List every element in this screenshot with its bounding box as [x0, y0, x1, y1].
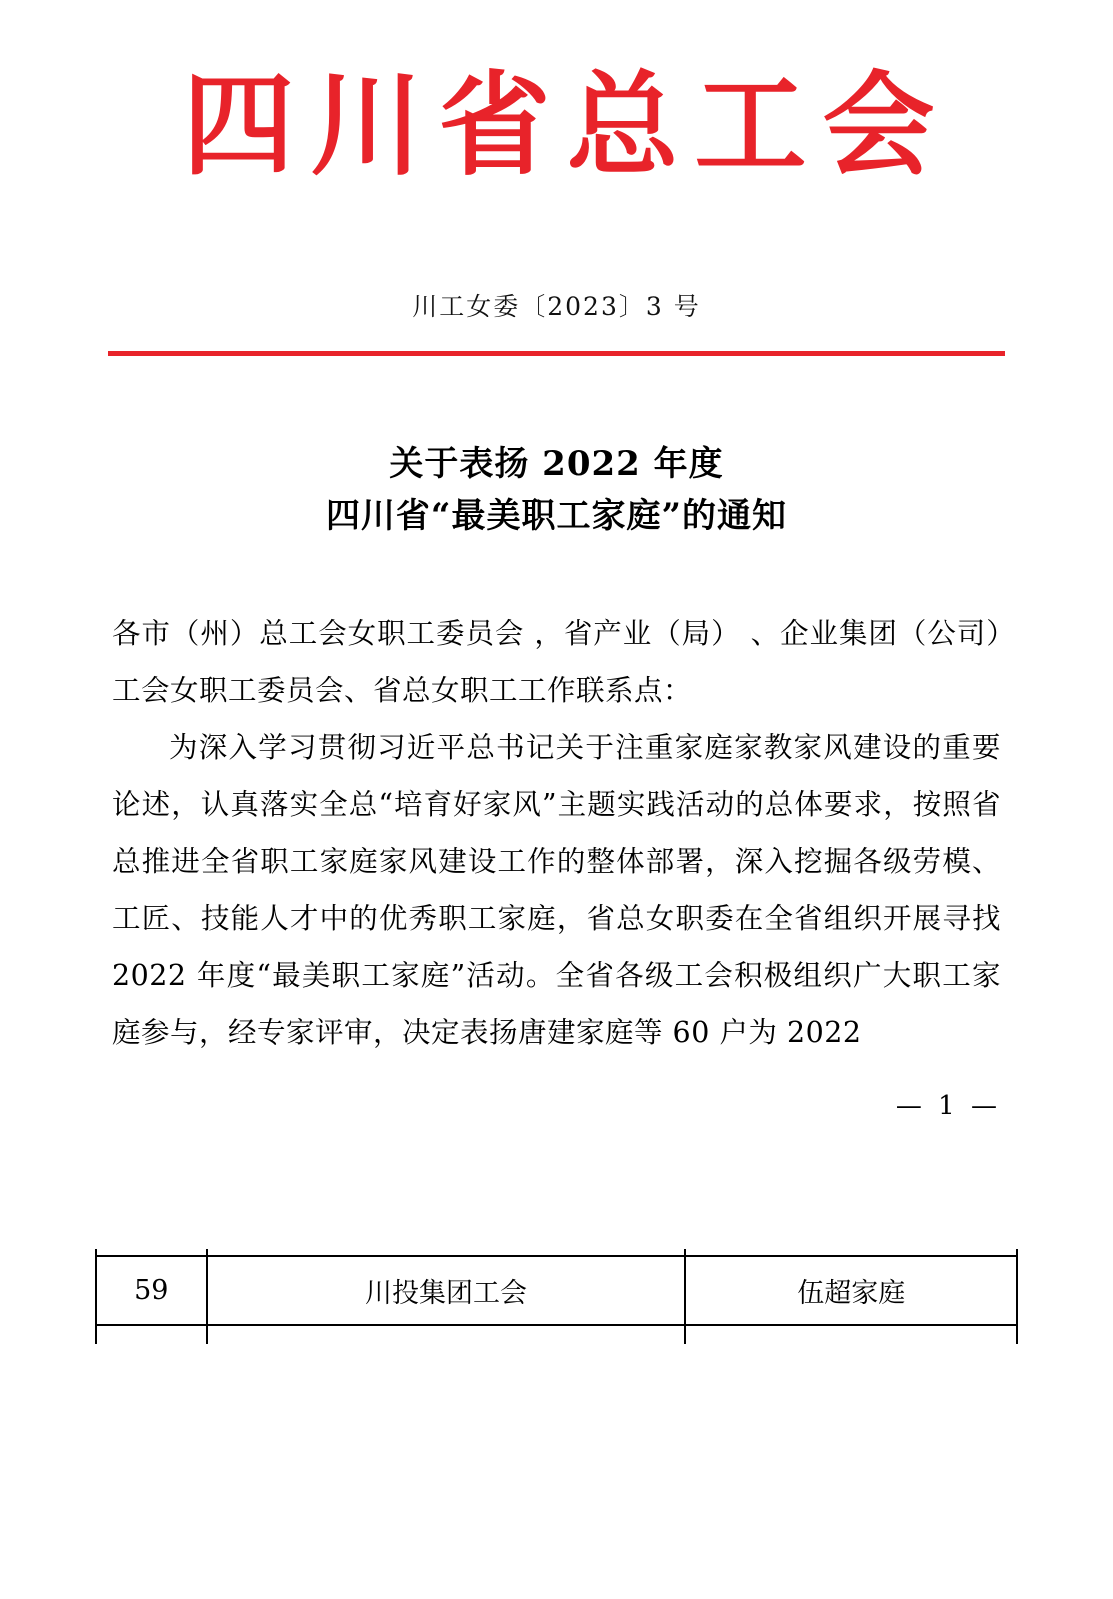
red-divider-rule: [108, 351, 1005, 356]
body-paragraph-salutation: 各市（州）总工会女职工委员会 ，省产业（局） 、企业集团（公司）工会女职工委员会、省总女职工工作联系点：: [112, 617, 1001, 708]
table-row-clipped-bottom: [96, 1325, 1017, 1344]
page-title-line-1: 关于表扬 2022 年度: [389, 443, 724, 484]
body-text: [112, 605, 1001, 1061]
table-row: [96, 1256, 1017, 1325]
honoree-table: [95, 1249, 1018, 1344]
honoree-table-section: [95, 1249, 1018, 1344]
table-row-clipped-top: [96, 1249, 1017, 1256]
table-cell-family: 伍超家庭: [685, 1256, 1017, 1325]
page-title-line-2: 四川省“最美职工家庭”的通知: [325, 496, 788, 537]
table-cell-organization: 川投集团工会: [207, 1256, 686, 1325]
table-cell-number: 59: [96, 1256, 207, 1325]
body-paragraph-main: 为深入学习贯彻习近平总书记关于注重家庭家教家风建设的重要论述，认真落实全总“培育好家风”主题实践活动的总体要求，按照省总推进全省职工家庭家风建设工作的整体部署，深入挖掘各级劳模、工匠、技能人才中的优秀职工家庭，省总女职委在全省组织开展寻找 2022 年度“最美职工家庭”活动。全省各级工会积极组织广大职工家庭参与，经专家评审，决定表扬唐建家庭等 60 户为 2022: [112, 731, 1001, 1050]
masthead-title: 四川省总工会: [182, 60, 951, 191]
page-title: [0, 438, 1113, 543]
document-number: 川工女委〔2023〕3 号: [412, 291, 701, 321]
page-footer-number: — 1 —: [895, 1091, 1001, 1122]
